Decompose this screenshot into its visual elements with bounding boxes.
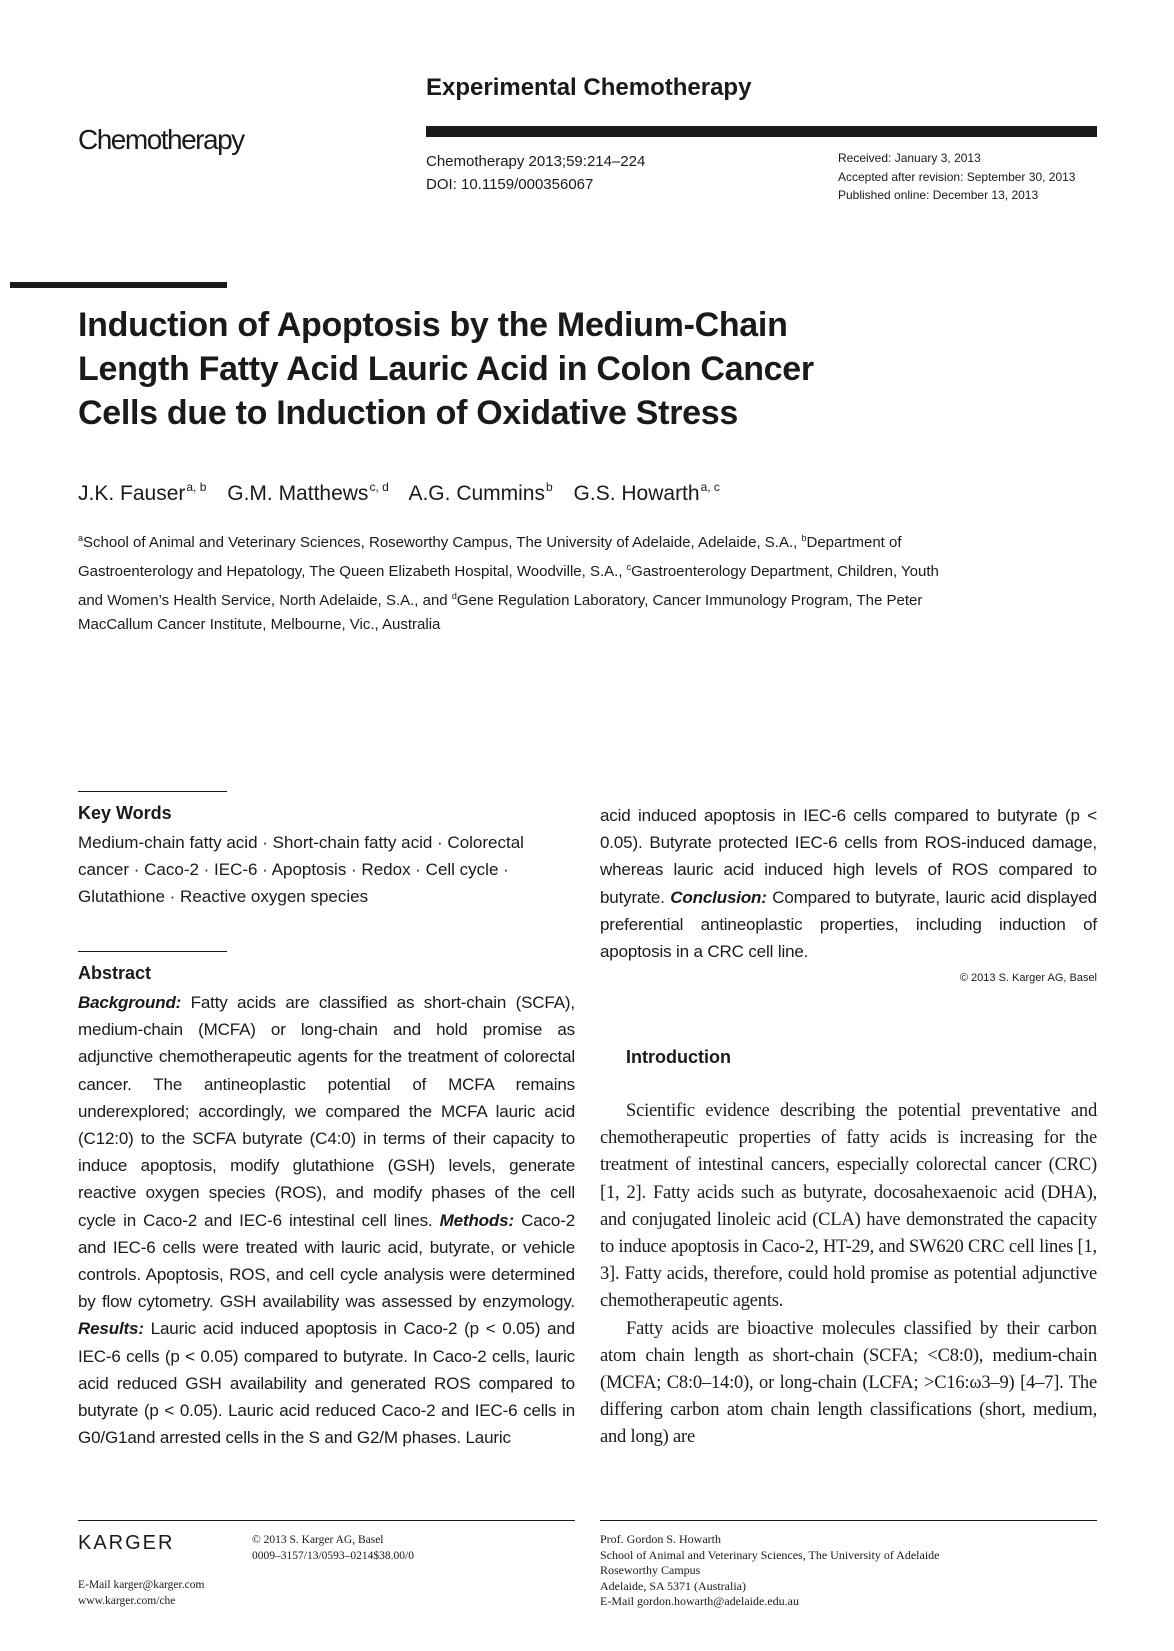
author-list <box>78 480 735 506</box>
keywords-heading: Key Words <box>78 803 172 823</box>
corresp-email[interactable]: E-Mail gordon.howarth@adelaide.edu.au <box>600 1594 799 1608</box>
accepted-date: Accepted after revision: September 30, 2013 <box>838 169 1076 184</box>
intro-paragraph: Fatty acids are bioactive molecules classified by their carbon atom chain length as short-chain (SCFA; <C8:0), medium-chain (MCFA; C8:0–14:0), or long-chain (LCFA; >C16:ω3–9) [4–7]. The differing carbon atom chain length classifications (short, medium, and long) are <box>600 1318 1097 1448</box>
section-label: Experimental Chemotherapy <box>426 74 752 101</box>
publisher-logo: KARGER <box>78 1532 175 1554</box>
title-rule <box>10 282 227 288</box>
corresp-name: Prof. Gordon S. Howarth <box>600 1532 721 1546</box>
keywords-rule <box>78 791 227 792</box>
intro-paragraph: Scientific evidence describing the potential preventative and chemotherapeutic properties of fatty acids is increasing for the treatment of intestinal cancers, especially colorectal cancer (CRC) [1, 2]. Fatty acids such as butyrate, docosahexaenoic acid (DHA), and conjugated linoleic acid (CLA) have demonstrated the capacity to induce apoptosis in Caco-2, HT-29, and SW620 CRC cell lines [1, 3]. Fatty acids, therefore, could hold promise as potential adjunctive chemotherapeutic agents. <box>600 1101 1097 1312</box>
introduction-text <box>600 1098 1097 1452</box>
correspondence: Prof. Gordon S. Howarth School of Animal and Veterinary Sciences, The University of Adelaide Roseworthy Campus Adelaide, SA 5371 (Australia) E-Mail gordon.howarth@adelaide.edu.au <box>600 1532 940 1608</box>
published-date: Published online: December 13, 2013 <box>838 188 1039 202</box>
footer-copyright: © 2013 S. Karger AG, Basel 0009–3157/13/0593–0214$38.00/0 <box>252 1534 414 1562</box>
conclusion-label: Conclusion: <box>670 887 767 907</box>
citation: Chemotherapy 2013;59:214–224 <box>426 153 646 170</box>
footer-rule-left <box>78 1520 575 1521</box>
background-label: Background: <box>78 993 182 1012</box>
introduction-heading: Introduction <box>626 1047 731 1067</box>
publisher-contact <box>78 1577 204 1609</box>
abstract-rule <box>78 951 227 952</box>
publisher-website[interactable]: www.karger.com/che <box>78 1595 176 1607</box>
abstract-text: Background: Fatty acids are classified as short-chain (SCFA), medium-chain (MCFA) or long-chain and hold promise as adjunctive chemotherapeutic agents for the treatment of colorectal cancer. The antineoplastic potential of MCFA remains underexplored; accordingly, we compared the MCFA lauric acid (C12:0) to the SCFA butyrate (C4:0) in terms of their capacity to induce apoptosis, modify glutathione (GSH) levels, generate reactive oxygen species (ROS), and modify phases of the cell cycle in Caco-2 and IEC-6 intestinal cell lines. Methods: Caco-2 and IEC-6 cells were treated with lauric acid, butyrate, or vehicle controls. Apoptosis, ROS, and cell cycle analysis were determined by flow cytometry. GSH availability was assessed by enzymology. Results: Lauric acid induced apoptosis in Caco-2 (p < 0.05) and IEC-6 cells (p < 0.05) compared to butyrate. In Caco-2 cells, lauric acid reduced GSH availability and generated ROS compared to butyrate (p < 0.05). Lauric acid reduced Caco-2 and IEC-6 cells in G0/G1and arrested cells in the S and G2/M phases. Lauric <box>78 993 576 1448</box>
citation-block <box>426 150 645 196</box>
article-title: Induction of Apoptosis by the Medium-Chain Length Fatty Acid Lauric Acid in Colon Cancer Cells due to Induction of Oxidative Stress <box>78 306 814 432</box>
affiliations: $^a$School of Animal and Veterinary Sciences, Roseworthy Campus, The University of Adelaide, Adelaide, S.A., $^b$Department of Gastroenterology and Hepatology, The Queen Elizabeth Hospital, Woodville, S.A., $^c$Gastroenterology Department, Children, Youth and Women’s Health Service, North Adelaide, S.A., and $^d$Gene Regulation Laboratory, Cancer Immunology Program, The Peter MacCallum Cancer Institute, Melbourne, Vic., Australia <box>78 533 939 633</box>
author: A.G. Cummins$^b$ <box>408 480 553 505</box>
abstract-continued: acid induced apoptosis in IEC-6 cells compared to butyrate (p < 0.05). Butyrate protected IEC-6 cells from ROS-induced damage, whereas lauric acid induced high levels of ROS compared to butyrate. Conclusion: Compared to butyrate, lauric acid displayed preferential antineoplastic properties, including induction of apoptosis in a CRC cell line. <box>600 806 1097 962</box>
journal-logo: Chemotherapy <box>78 124 244 155</box>
footer-rule-right <box>600 1520 1097 1521</box>
publisher-email[interactable]: E-Mail karger@karger.com <box>78 1579 205 1591</box>
abstract-copyright: © 2013 S. Karger AG, Basel <box>959 972 1097 984</box>
abstract-heading: Abstract <box>78 963 152 983</box>
methods-label: Methods: <box>439 1210 514 1230</box>
article-dates <box>838 149 1075 205</box>
received-date: Received: January 3, 2013 <box>838 151 981 165</box>
author: J.K. Fauser$^{a, b}$ <box>78 480 207 505</box>
author: G.S. Howarth$^{a, c}$ <box>573 480 720 505</box>
header-rule <box>426 126 1097 137</box>
doi[interactable]: DOI: 10.1159/000356067 <box>426 176 594 193</box>
keywords-text: Medium-chain fatty acid · Short-chain fatty acid · Colorectal cancer · Caco-2 · IEC-6 · Apoptosis · Redox · Cell cycle · Glutathione · Reactive oxygen species <box>78 833 524 906</box>
results-label: Results: <box>78 1319 144 1339</box>
author: G.M. Matthews$^{c, d}$ <box>227 480 389 505</box>
